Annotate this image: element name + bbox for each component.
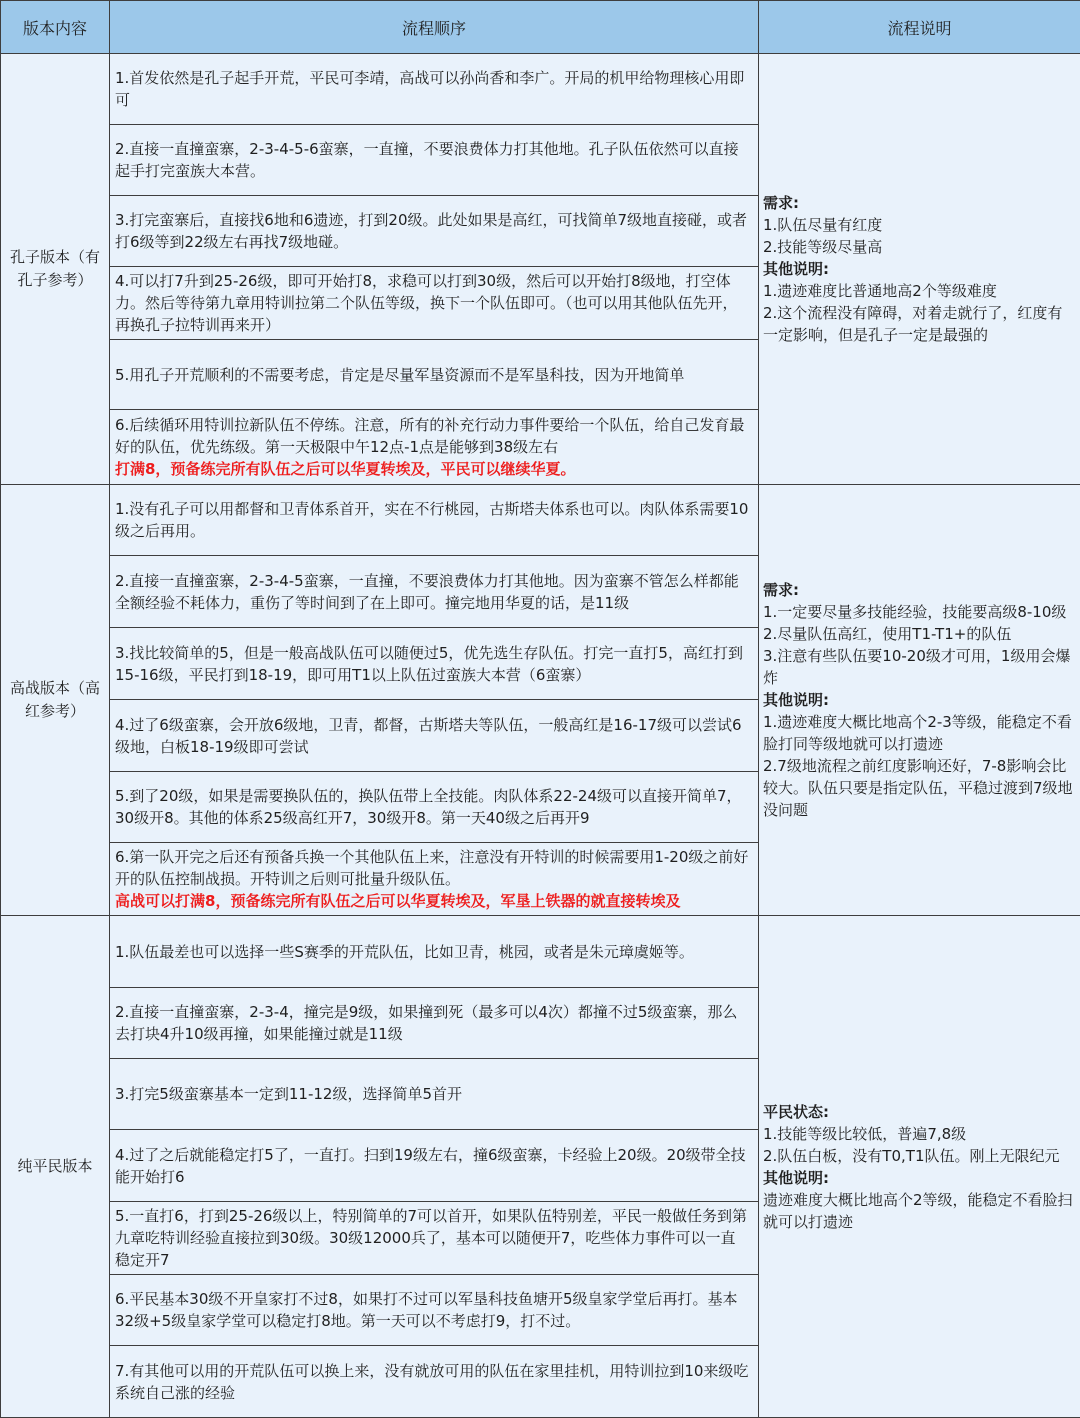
header-notes: 流程说明 (759, 1, 1080, 54)
step-cell (110, 916, 759, 988)
step-cell (110, 485, 759, 556)
table-row (1, 485, 1080, 556)
step-text: 6.后续循环用特训拉新队伍不停练。注意，所有的补充行动力事件要给一个队伍，给自己发育最好的队伍，优先练级。第一天极限中午12点-1点是能够到38级左右 (115, 416, 744, 456)
step-cell (110, 340, 759, 410)
step-cell (110, 1059, 759, 1130)
notes-item: 2.尽量队伍高红，使用T1-T1+的队伍 (763, 623, 1074, 645)
step-cell (110, 700, 759, 772)
step-cell (110, 843, 759, 916)
step-cell (110, 125, 759, 196)
step-cell (110, 1275, 759, 1346)
step-text: 4.过了之后就能稳定打5了，一直打。扫到19级左右，撞6级蛮寨，卡经验上20级。20级带全技能开始打6 (115, 1146, 746, 1186)
header-process: 流程顺序 (110, 1, 759, 54)
version-cell-kongzi (1, 54, 110, 485)
warning-text: 高战可以打满8，预备练完所有队伍之后可以华夏转埃及，军垦上铁器的就直接转埃及 (115, 890, 750, 912)
step-cell (110, 54, 759, 125)
step-text: 2.直接一直撞蛮寨，2-3-4-5-6蛮寨，一直撞，不要浪费体力打其他地。孔子队伍依然可以直接起手打完蛮族大本营。 (115, 140, 739, 180)
step-cell (110, 410, 759, 485)
version-cell-gaozhan (1, 485, 110, 916)
warning-text: 打满8，预备练完所有队伍之后可以华夏转埃及，平民可以继续华夏。 (115, 458, 750, 480)
notes-cell-gaozhan (759, 485, 1080, 916)
step-cell (110, 1202, 759, 1275)
header-version: 版本内容 (1, 1, 110, 54)
notes-heading: 其他说明: (763, 1167, 1074, 1189)
notes-heading: 平民状态: (763, 1101, 1074, 1123)
notes-item: 1.技能等级比较低，普遍7,8级 (763, 1123, 1074, 1145)
notes-item: 1.遗迹难度大概比地高个2-3等级，能稳定不看脸打同等级地就可以打遗迹 (763, 711, 1074, 755)
step-cell (110, 267, 759, 340)
step-cell (110, 1346, 759, 1418)
step-text: 5.到了20级，如果是需要换队伍的，换队伍带上全技能。肉队体系22-24级可以直接开简单7，30级开8。其他的体系25级高红开7，30级开8。第一天40级之后再开9 (115, 787, 742, 827)
notes-heading: 需求: (763, 579, 1074, 601)
step-text: 6.第一队开完之后还有预备兵换一个其他队伍上来，注意没有开特训的时候需要用1-20级之前好开的队伍控制战损。开特训之后则可批量升级队伍。 (115, 848, 748, 888)
notes-item: 2.队伍白板，没有T0,T1队伍。刚上无限纪元 (763, 1145, 1074, 1167)
version-label: 纯平民版本 (7, 1155, 103, 1178)
step-cell (110, 772, 759, 843)
notes-item: 2.这个流程没有障碍，对着走就行了，红度有一定影响，但是孔子一定是最强的 (763, 302, 1074, 346)
notes-item: 2.7级地流程之前红度影响还好，7-8影响会比较大。队伍只要是指定队伍，平稳过渡到7级地没问题 (763, 755, 1074, 821)
step-text: 1.队伍最差也可以选择一些S赛季的开荒队伍，比如卫青，桃园，或者是朱元璋虞姬等。 (115, 943, 694, 961)
step-text: 1.首发依然是孔子起手开荒，平民可李靖，高战可以孙尚香和李广。开局的机甲给物理核心用即可 (115, 69, 744, 109)
table-row (1, 916, 1080, 988)
notes-item: 遗迹难度大概比地高个2等级，能稳定不看脸扫就可以打遗迹 (763, 1189, 1074, 1233)
step-text: 2.直接一直撞蛮寨，2-3-4，撞完是9级，如果撞到死（最多可以4次）都撞不过5级蛮寨，那么去打块4升10级再撞，如果能撞过就是11级 (115, 1003, 737, 1043)
step-text: 5.一直打6，打到25-26级以上，特别简单的7可以首开，如果队伍特别差，平民一般做任务到第九章吃特训经验直接拉到30级。30级12000兵了，基本可以随便开7，吃些体力事件可以一直稳定开7 (115, 1207, 747, 1269)
step-cell (110, 628, 759, 700)
step-cell (110, 556, 759, 628)
step-text: 7.有其他可以用的开荒队伍可以换上来，没有就放可用的队伍在家里挂机，用特训拉到10来级吃系统自己涨的经验 (115, 1362, 748, 1402)
step-cell (110, 1130, 759, 1202)
notes-heading: 其他说明: (763, 258, 1074, 280)
step-cell (110, 196, 759, 267)
notes-heading: 需求: (763, 192, 1074, 214)
header-row (1, 1, 1080, 54)
notes-cell-kongzi (759, 54, 1080, 485)
version-label: 高战版本（高红参考） (7, 677, 103, 723)
step-text: 6.平民基本30级不开皇家打不过8，如果打不过可以军垦科技鱼塘开5级皇家学堂后再打。基本32级+5级皇家学堂可以稳定打8地。第一天可以不考虑打9，打不过。 (115, 1290, 738, 1330)
table-row (1, 54, 1080, 125)
version-cell-pingmin (1, 916, 110, 1418)
step-text: 4.过了6级蛮寨，会开放6级地，卫青，都督，古斯塔夫等队伍，一般高红是16-17级可以尝试6级地，白板18-19级即可尝试 (115, 716, 742, 756)
notes-item: 1.队伍尽量有红度 (763, 214, 1074, 236)
step-text: 3.打完蛮寨后，直接找6地和6遗迹，打到20级。此处如果是高红，可找简单7级地直接碰，或者打6级等到22级左右再找7级地碰。 (115, 211, 747, 251)
notes-item: 2.技能等级尽量高 (763, 236, 1074, 258)
step-text: 5.用孔子开荒顺利的不需要考虑，肯定是尽量军垦资源而不是军垦科技，因为开地简单 (115, 366, 684, 384)
notes-cell-pingmin (759, 916, 1080, 1418)
notes-item: 3.注意有些队伍要10-20级才可用，1级用会爆炸 (763, 645, 1074, 689)
notes-item: 1.遗迹难度比普通地高2个等级难度 (763, 280, 1074, 302)
step-text: 1.没有孔子可以用都督和卫青体系首开，实在不行桃园，古斯塔夫体系也可以。肉队体系需要10级之后再用。 (115, 500, 748, 540)
notes-item: 1.一定要尽量多技能经验，技能要高级8-10级 (763, 601, 1074, 623)
step-text: 3.打完5级蛮寨基本一定到11-12级，选择简单5首开 (115, 1085, 462, 1103)
step-text: 2.直接一直撞蛮寨，2-3-4-5蛮寨，一直撞，不要浪费体力打其他地。因为蛮寨不管怎么样都能全额经验不耗体力，重伤了等时间到了在上即可。撞完地用华夏的话，是11级 (115, 572, 739, 612)
step-text: 3.找比较简单的5，但是一般高战队伍可以随便过5，优先选生存队伍。打完一直打5，高红打到15-16级，平民打到18-19，即可用T1以上队伍过蛮族大本营（6蛮寨） (115, 644, 743, 684)
notes-heading: 其他说明: (763, 689, 1074, 711)
step-cell (110, 988, 759, 1059)
step-text: 4.可以打7升到25-26级，即可开始打8，求稳可以打到30级，然后可以开始打8级地，打空体力。然后等待第九章用特训拉第二个队伍等级，换下一个队伍即可。（也可以用其他队伍先开，再换孔子拉特训再来开） (115, 272, 738, 334)
version-label: 孔子版本（有孔子参考） (7, 246, 103, 292)
